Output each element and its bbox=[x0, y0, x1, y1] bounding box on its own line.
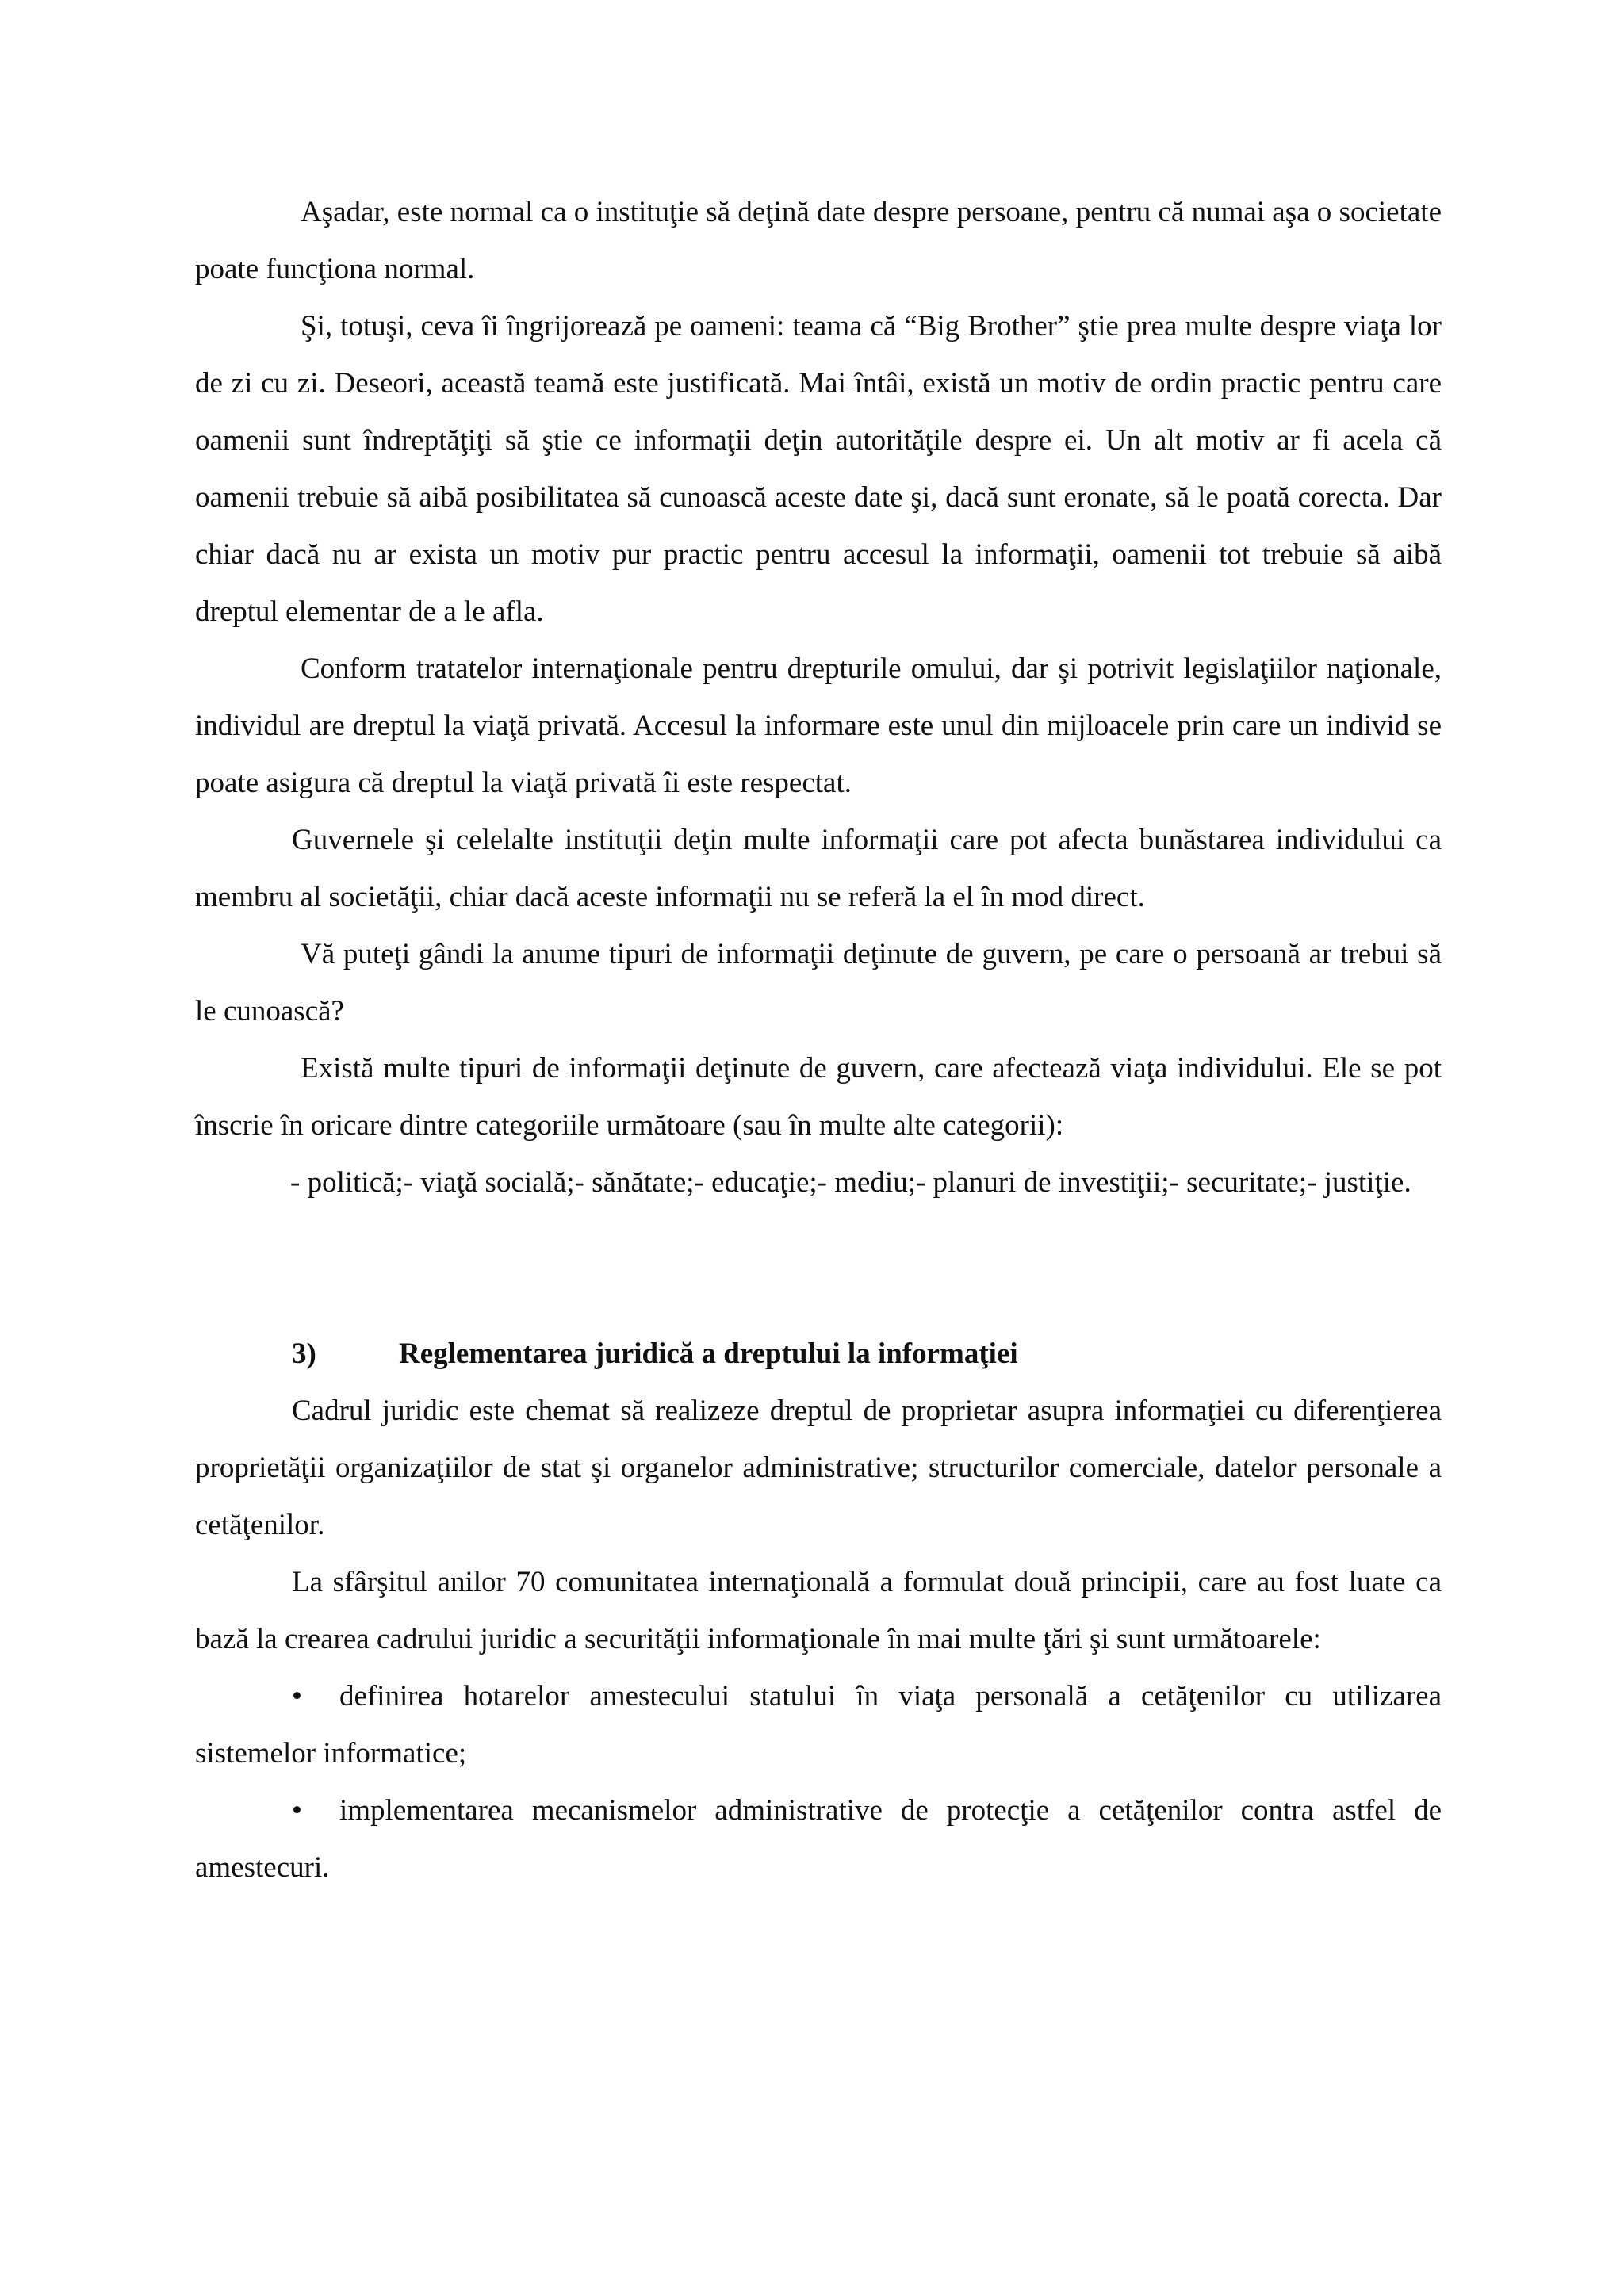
paragraph-question: Vă puteţi gândi la anume tipuri de informaţii deţinute de guvern, pe care o persoană ar trebui să le cunoască? bbox=[195, 938, 1442, 1027]
section-heading bbox=[292, 1326, 1442, 1383]
list-item-text: implementarea mecanismelor administrative de protecţie a cetăţenilor contra astfel de amestecuri. bbox=[195, 1794, 1442, 1884]
list-item bbox=[195, 1668, 1442, 1782]
bullet-icon: • bbox=[292, 1794, 302, 1827]
paragraph-categories-list: - politică;- viaţă socială;- sănătate;- educaţie;- mediu;- planuri de investiţii;- securitate;- justiţie. bbox=[290, 1166, 1411, 1199]
section-spacer bbox=[195, 1211, 1442, 1326]
paragraph-principles: La sfârşitul anilor 70 comunitatea internaţională a formulat două principii, care au fost luate ca bază la crearea cadrului juridic a securităţii informaţionale în mai multe ţări şi sunt următoarele: bbox=[195, 1566, 1442, 1655]
paragraph-legal-framework: Cadrul juridic este chemat să realizeze dreptul de proprietar asupra informaţiei cu diferenţierea proprietăţii organizaţiilor de stat şi organelor administrative; structurilor comerciale, datelor personale a cetăţenilor. bbox=[195, 1395, 1442, 1541]
paragraph-governments: Guvernele şi celelalte instituţii deţin multe informaţii care pot afecta bunăstarea individului ca membru al societăţii, chiar dacă aceste informaţii nu se referă la el în mod direct. bbox=[195, 824, 1442, 913]
bullet-icon: • bbox=[292, 1680, 302, 1712]
list-item bbox=[195, 1782, 1442, 1896]
section-title: Reglementarea juridică a dreptului la informaţiei bbox=[399, 1337, 1018, 1370]
paragraph-big-brother: Şi, totuşi, ceva îi îngrijorează pe oameni: teama că “Big Brother” ştie prea multe despre viaţa lor de zi cu zi. Deseori, această teamă este justificată. Mai întâi, există un motiv de ordin practic pentru care oamenii sunt îndreptăţiţi să ştie ce informaţii deţin autorităţile despre ei. Un alt motiv ar fi acela că oamenii trebuie să aibă posibilitatea să cunoască aceste date şi, dacă sunt eronate, să le poată corecta. Dar chiar dacă nu ar exista un motiv pur practic pentru accesul la informaţii, oamenii tot trebuie să aibă dreptul elementar de a le afla. bbox=[195, 310, 1442, 628]
list-item-text: definirea hotarelor amestecului statului în viaţa personală a cetăţenilor cu utilizarea sistemelor informatice; bbox=[195, 1680, 1442, 1770]
paragraph-intro: Aşadar, este normal ca o instituţie să deţină date despre persoane, pentru că numai aşa o societate poate funcţiona normal. bbox=[195, 196, 1442, 285]
section-number: 3) bbox=[292, 1337, 316, 1370]
paragraph-private-life: Conform tratatelor internaţionale pentru drepturile omului, dar şi potrivit legislaţiilor naţionale, individul are dreptul la viaţă privată. Accesul la informare este unul din mijloacele prin care un individ se poate asigura că dreptul la viaţă privată îi este respectat. bbox=[195, 652, 1442, 799]
principles-list bbox=[195, 1668, 1442, 1896]
document-page bbox=[195, 184, 1442, 1896]
paragraph-info-types: Există multe tipuri de informaţii deţinute de guvern, care afectează viaţa individului. Ele se pot înscrie în oricare dintre categoriile următoare (sau în multe alte categorii): bbox=[195, 1052, 1442, 1142]
